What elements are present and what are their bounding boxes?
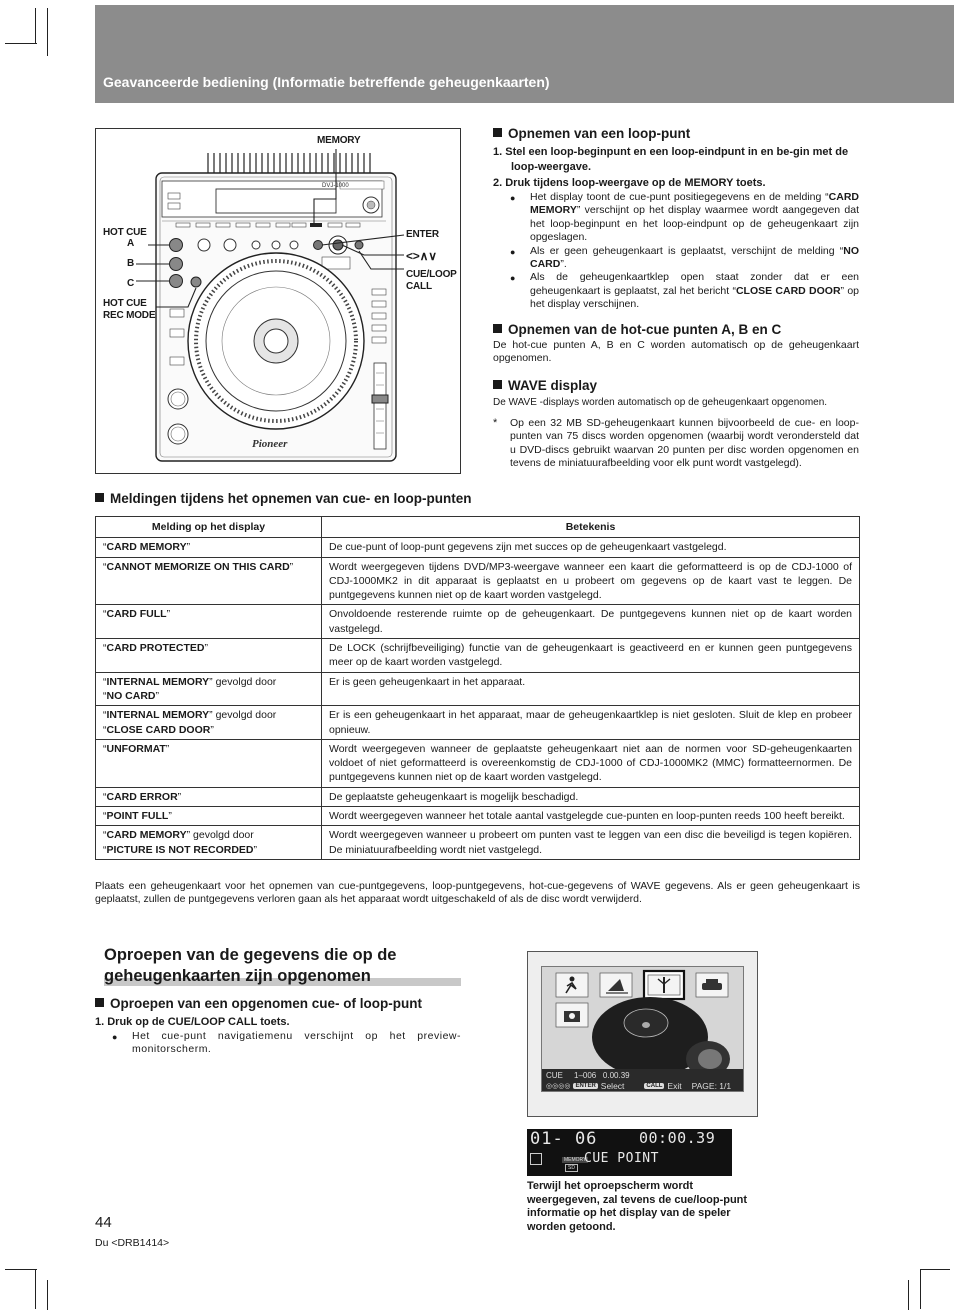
loop-step-1: 1. Stel een loop-beginpunt en een loop-eindpunt in en be-gin met de loop-weergave. xyxy=(493,146,849,173)
column-header-meaning: Betekenis xyxy=(322,517,860,538)
messages-table-body xyxy=(96,538,860,860)
heading-loop-point: Opnemen van een loop-punt xyxy=(493,126,690,141)
label-hot-cue-a: A xyxy=(127,238,135,249)
message-cell: “UNFORMAT” xyxy=(96,739,322,787)
meaning-cell: De cue-punt of loop-punt gegevens zijn met succes op de geheugenkaart vastgelegd. xyxy=(322,538,860,557)
recall-bullets xyxy=(112,1030,461,1057)
message-cell: “CANNOT MEMORIZE ON THIS CARD” xyxy=(96,557,322,605)
message-connector: gevolgd door xyxy=(212,675,277,688)
lcd-mode-icon xyxy=(530,1153,542,1165)
label-arrows: <>∧∨ xyxy=(406,249,437,263)
lcd-track-number: 01- 06 xyxy=(530,1129,598,1149)
table-row xyxy=(96,538,860,557)
message-cell: “INTERNAL MEMORY” gevolgd door “NO CARD” xyxy=(96,672,322,706)
cue-info-text: CUE 1–006 0.00.39 xyxy=(546,1071,630,1080)
device-figure xyxy=(95,128,461,474)
meaning-cell: Onvoldoende resterende ruimte op de geheugenkaart. De puntgegevens kunnen niet op de kaart worden vastgelegd. xyxy=(322,605,860,639)
message-code: CARD MEMORY xyxy=(106,541,187,554)
label-hot-cue: HOT CUE xyxy=(103,227,147,238)
call-key-badge: CALL xyxy=(646,1083,663,1089)
page-indicator: PAGE: 1/1 xyxy=(691,1081,732,1091)
table-row xyxy=(96,739,860,787)
loop-bullets xyxy=(510,191,859,312)
message-code: CARD MEMORY xyxy=(106,829,187,842)
device-model-text: DVJ-1000 xyxy=(322,183,349,189)
wave-note: Op een 32 MB SD-geheugenkaart kunnen bijvoorbeeld de cue- en loop-punten van 75 discs worden opgenomen (waarbij wordt verondersteld dat u DVD-discs gebruikt waarvan 20 punten per disc worden opgenomen en tevens de miniatuurafbeelding voor elk punt wordt vastgelegd). xyxy=(510,417,859,470)
label-cue-loop-call-2: CALL xyxy=(406,281,432,292)
label-hot-cue-c: C xyxy=(127,278,135,289)
messages-table xyxy=(95,516,860,860)
square-bullet-icon xyxy=(493,128,502,137)
message-code: UNFORMAT xyxy=(106,742,166,755)
crop-mark xyxy=(920,1269,950,1270)
messages-footnote: Plaats een geheugenkaart voor het opnemen van cue-puntgegevens, loop-puntgegevens, hot-cue-gegevens of WAVE gegevens. Als er geen geheugenkaart is geplaatst, zullen de puntgegevens verloren gaan als het apparaat wordt uitgeschakeld of als de disc wordt verwijderd. xyxy=(95,880,860,906)
message-code: CARD FULL xyxy=(106,608,167,621)
message-code: POINT FULL xyxy=(106,810,169,823)
message-cell: “CARD PROTECTED” xyxy=(96,639,322,673)
table-row xyxy=(96,826,860,860)
meaning-cell: Wordt weergegeven tijdens DVD/MP3-weergave wanneer een kaart die geformatteerd is op de CDJ-1000 of CDJ-1000MK2 in dit apparaat is geplaatst en u probeert om gegevens op de kaart vast te leggen. De puntgegevens kunnen niet op de kaart worden vastgelegd. xyxy=(322,557,860,605)
crop-mark xyxy=(5,1269,37,1270)
label-memory: MEMORY xyxy=(317,135,361,146)
heading-recall-cue-loop: Oproepen van een opgenomen cue- of loop-punt xyxy=(95,996,422,1011)
square-bullet-icon xyxy=(95,493,104,502)
enter-key-badge: ENTER xyxy=(575,1083,596,1089)
crop-mark xyxy=(5,43,37,44)
table-row xyxy=(96,807,860,826)
message-cell: “INTERNAL MEMORY” gevolgd door “CLOSE CARD DOOR” xyxy=(96,706,322,740)
message-cell: “CARD ERROR” xyxy=(96,787,322,806)
document-code: Du <DRB1414> xyxy=(95,1237,170,1249)
message-code: CARD ERROR xyxy=(106,790,178,803)
lcd-sd-tag: SD xyxy=(565,1164,578,1172)
wave-text: De WAVE -displays worden automatisch op de geheugenkaart opgenomen. xyxy=(493,397,828,408)
label-hot-cue-rec-mode-2: REC MODE xyxy=(103,310,156,321)
list-item: ● Het display toont de cue-punt positiegegevens en de melding “CARD MEMORY” verschijnt op het display waarmee wordt aangegeven dat het loop-beginpunt en het loop-eindpunt op de geheugenkaart zijn opgeslagen. xyxy=(510,191,859,244)
meaning-cell: Er is een geheugenkaart in het apparaat, maar de geheugenkaartklep is niet gesloten. Sluit de klep en probeer opnieuw. xyxy=(322,706,860,740)
lcd-caption: Terwijl het oproepscherm wordt weergegeven, zal tevens de cue/loop-punt informatie op het display van de speler worden getoond. xyxy=(527,1180,748,1233)
lcd-time: 00:00.39 xyxy=(639,1129,716,1147)
list-item: ● Het cue-punt navigatiemenu verschijnt op het preview-monitorscherm. xyxy=(112,1030,461,1056)
brand-logo: Pioneer xyxy=(252,438,288,450)
hot-cue-text: De hot-cue punten A, B en C worden automatisch op de geheugenkaart opgenomen. xyxy=(493,339,859,365)
screen-footer-bar xyxy=(546,1081,731,1091)
label-hot-cue-b: B xyxy=(127,258,135,269)
message-code: CARD PROTECTED xyxy=(106,642,205,655)
table-row xyxy=(96,706,860,740)
label-enter: ENTER xyxy=(406,229,439,240)
message-code: INTERNAL MEMORY xyxy=(106,709,210,722)
cue-navigation-menu xyxy=(541,966,744,1092)
meaning-cell: De LOCK (schrijfbeveiliging) functie van de geheugenkaart is geactiveerd en er kunnen geen puntgegevens meer op de kaart worden vastgelegd. xyxy=(322,639,860,673)
message-code-2: NO CARD xyxy=(106,689,156,702)
table-row xyxy=(96,605,860,639)
message-code-2: CLOSE CARD DOOR xyxy=(106,723,211,736)
meaning-cell: Er is geen geheugenkaart in het apparaat. xyxy=(322,672,860,706)
select-hint: Select xyxy=(600,1081,625,1091)
message-connector: gevolgd door xyxy=(212,709,277,722)
recall-step-1: 1. Druk op de CUE/LOOP CALL toets. xyxy=(95,1016,290,1028)
square-bullet-icon xyxy=(493,380,502,389)
crop-mark xyxy=(920,1269,921,1309)
label-hot-cue-rec-mode-1: HOT CUE xyxy=(103,298,147,309)
label-cue-loop-call-1: CUE/LOOP xyxy=(406,269,457,280)
meaning-cell: De geplaatste geheugenkaart is mogelijk beschadigd. xyxy=(322,787,860,806)
meaning-cell: Wordt weergegeven wanneer u probeert om punten vast te leggen van een disc die beveiligd is tegen kopiëren. De miniatuurafbeelding wordt niet vastgelegd. xyxy=(322,826,860,860)
bullet-icon: ● xyxy=(510,193,516,203)
meaning-cell: Wordt weergegeven wanneer het totale aantal vastgelegde cue-punten en loop-punten reeds 100 heeft bereikt. xyxy=(322,807,860,826)
crop-mark xyxy=(47,8,48,56)
joystick-icon: ◎◎◎◎ xyxy=(546,1083,571,1090)
crop-mark xyxy=(35,1269,36,1309)
crop-mark xyxy=(35,8,36,44)
table-row xyxy=(96,639,860,673)
message-code-2: PICTURE IS NOT RECORDED xyxy=(106,843,254,856)
crop-mark xyxy=(908,1280,909,1310)
player-lcd-display xyxy=(527,1129,732,1176)
square-bullet-icon xyxy=(95,998,104,1007)
message-code: INTERNAL MEMORY xyxy=(106,675,210,688)
message-cell: “CARD FULL” xyxy=(96,605,322,639)
heading-messages: Meldingen tijdens het opnemen van cue- en loop-punten xyxy=(95,491,472,506)
wave-note-mark: * xyxy=(493,417,498,429)
page-header-title: Geavanceerde bediening (Informatie betreffende geheugenkaarten) xyxy=(103,74,550,90)
lcd-message: CUE POINT xyxy=(584,1151,659,1166)
heading-hot-cue: Opnemen van de hot-cue punten A, B en C xyxy=(493,322,781,337)
list-item: ● Als er geen geheugenkaart is geplaatst, verschijnt de melding “NO CARD”. xyxy=(510,244,859,271)
message-connector: gevolgd door xyxy=(190,829,254,842)
table-header-row xyxy=(96,517,860,538)
lcd-memory-tag: MEMORY xyxy=(564,1157,587,1163)
list-item: ● Als de geheugenkaartklep open staat zonder dat er een geheugenkaart is geplaatst, zal het bericht “CLOSE CARD DOOR” op het display verschijnen. xyxy=(510,271,860,311)
dvj-device-illustration xyxy=(96,129,460,473)
square-bullet-icon xyxy=(493,324,502,333)
bullet-icon: ● xyxy=(510,246,516,257)
table-row xyxy=(96,787,860,806)
exit-hint: Exit xyxy=(667,1081,682,1091)
meaning-cell: Wordt weergegeven wanneer de geplaatste geheugenkaart niet aan de normen voor SD-geheugenkaarten voldoet of niet geformatteerd is overeenkomstig de CDJ-1000 of CDJ-1000MK2 (MMC) formatteernormen. De puntgegevens kunnen niet op de kaart worden vastgelegd. xyxy=(322,739,860,787)
message-code: CANNOT MEMORIZE ON THIS CARD xyxy=(106,560,290,573)
message-cell: “POINT FULL” xyxy=(96,807,322,826)
page-number: 44 xyxy=(95,1214,112,1231)
column-header-message: Melding op het display xyxy=(96,517,322,538)
bullet-icon: ● xyxy=(510,273,516,284)
crop-mark xyxy=(47,1280,48,1310)
bullet-icon: ● xyxy=(112,1032,118,1042)
heading-wave: WAVE display xyxy=(493,378,597,393)
loop-step-2: 2. Druk tijdens loop-weergave op de MEMORY toets. xyxy=(493,177,766,189)
section-title-recall: Oproepen van de gegevens die op de geheugenkaarten zijn opgenomen xyxy=(104,946,397,985)
table-row xyxy=(96,557,860,605)
message-cell: “CARD MEMORY” xyxy=(96,538,322,557)
table-row xyxy=(96,672,860,706)
message-cell: “CARD MEMORY” gevolgd door “PICTURE IS NOT RECORDED” xyxy=(96,826,322,860)
